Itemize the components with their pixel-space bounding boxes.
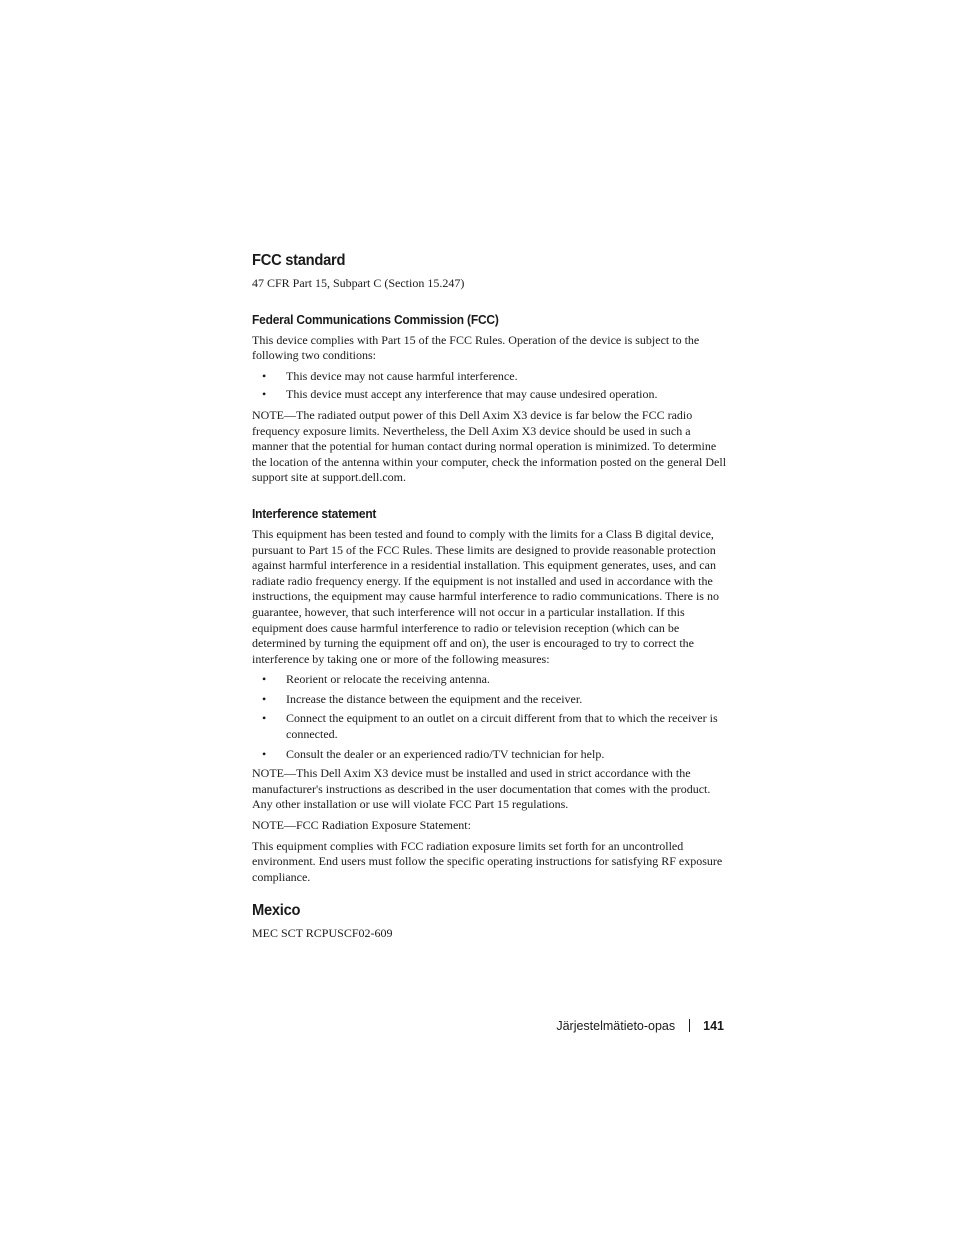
bullet-glyph: • (262, 691, 267, 706)
list-item (252, 369, 728, 385)
page-number: 141 (703, 1019, 724, 1033)
fcc-conditions-list (252, 369, 728, 403)
list-item (252, 387, 728, 403)
bullet-glyph: • (262, 368, 267, 383)
fcc-radiated-power-note: NOTE—The radiated output power of this Dell Axim X3 device is far below the FCC radio frequency exposure limits. Nevertheless, the Dell Axim X3 device should be used in such a manner that the potential for human contact during normal operation is minimized. To determine the location of the antenna within your computer, check the information posted on the general Dell support site at support.dell.com. (252, 407, 727, 485)
list-item-text: Increase the distance between the equipment and the receiver. (286, 691, 583, 706)
fcc-commission-intro: This device complies with Part 15 of the FCC Rules. Operation of the device is subject to the following two conditions: (252, 332, 700, 363)
footer-title: Järjestelmätieto-opas (556, 1019, 676, 1033)
footer-separator (689, 1019, 690, 1032)
fcc-commission-heading: Federal Communications Commission (FCC) (252, 311, 499, 327)
list-item (252, 692, 728, 708)
interference-measures-list (252, 672, 728, 762)
list-item-text: Reorient or relocate the receiving antenna. (286, 672, 490, 687)
mexico-heading: Mexico (252, 902, 301, 920)
bullet-glyph: • (262, 672, 267, 687)
list-item-text: This device must accept any interference that may cause undesired operation. (286, 387, 658, 402)
bullet-glyph: • (262, 746, 267, 761)
bullet-glyph: • (262, 387, 267, 402)
list-item (252, 672, 728, 688)
list-item-text: Connect the equipment to an outlet on a circuit different from that to which the receiver is connected. (286, 711, 718, 742)
radiation-exposure-note: NOTE—FCC Radiation Exposure Statement: (252, 818, 471, 833)
page-content (252, 252, 728, 942)
interference-body: This equipment has been tested and found to comply with the limits for a Class B digital device, pursuant to Part 15 of the FCC Rules. These limits are designed to provide reasonable protection against harmful interference in a residential installation. This equipment generates, uses, and can radiate radio frequency energy. If the equipment is not installed and used in accordance with the instructions, the equipment may cause harmful interference to radio communications. There is no guarantee, however, that such interference will not occur in a particular installation. If this equipment does cause harmful interference to radio or television reception (which can be determined by turning the equipment off and on), the user is encouraged to try to correct the interference by taking one or more of the following measures: (252, 526, 719, 666)
exposure-compliance-text: This equipment complies with FCC radiation exposure limits set forth for an uncontrolled environment. End users must follow the specific operating instructions for satisfying RF exposure compliance. (252, 838, 723, 884)
fcc-standard-heading: FCC standard (252, 252, 346, 269)
page-footer (556, 1019, 724, 1033)
interference-heading: Interference statement (252, 505, 377, 521)
list-item (252, 711, 728, 742)
list-item-text: Consult the dealer or an experienced radio/TV technician for help. (286, 746, 605, 761)
installation-note: NOTE—This Dell Axim X3 device must be installed and used in strict accordance with the manufacturer's instructions as described in the user documentation that comes with the product. Any other installation or use will violate FCC Part 15 regulations. (252, 766, 711, 812)
fcc-standard-reference: 47 CFR Part 15, Subpart C (Section 15.247) (252, 276, 465, 290)
list-item-text: This device may not cause harmful interference. (286, 368, 518, 383)
list-item (252, 747, 728, 763)
mexico-reference: MEC SCT RCPUSCF02-609 (252, 926, 393, 941)
bullet-glyph: • (262, 711, 267, 726)
